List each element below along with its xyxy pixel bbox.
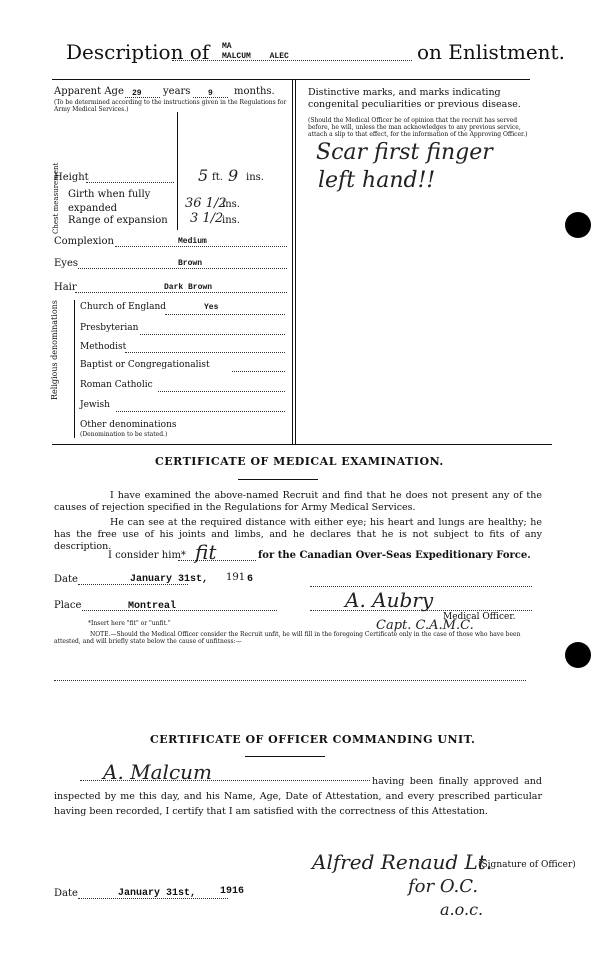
height-ft: 5 xyxy=(198,166,209,185)
medical-nota: NOTE.—Should the Medical Officer consider the Recruit unfit, he will fill in the foregoing Certificate only in the case of those who have been attested, and will briefly state below the cause of unfitness:— xyxy=(54,631,521,645)
ins-label: ins. xyxy=(246,172,264,183)
girth-value: 36 1/2 xyxy=(185,196,227,211)
religion-value: Yes xyxy=(204,303,219,312)
months-label: months. xyxy=(234,86,275,97)
year-suffix: 6 xyxy=(247,574,254,585)
age-months: 9 xyxy=(208,89,213,98)
range-label: Range of expansion xyxy=(68,215,168,226)
religion-row: Other denominations xyxy=(80,420,177,430)
eyes-value: Brown xyxy=(178,259,203,268)
chest-label: Chest measurement xyxy=(52,162,60,234)
officer-initials: a.o.c. xyxy=(440,900,484,919)
height-in: 9 xyxy=(228,166,239,185)
title-left: Description of xyxy=(66,40,210,64)
marks-note: (Should the Medical Officer be of opinion that the recruit has served before, he will, unless the man acknowledges to any previous service, attach a slip to that effect, for the information of the Approving Officer.) xyxy=(308,117,528,138)
range-unit: ins. xyxy=(222,215,240,226)
fitness-value: fit xyxy=(195,540,217,564)
hair-label: Hair xyxy=(54,282,77,293)
range-value: 3 1/2 xyxy=(190,211,224,226)
name-stamp-top: MA xyxy=(222,42,232,51)
insert-note: *Insert here "fit" or "unfit." xyxy=(88,620,171,627)
medical-para-1: I have examined the above-named Recruit and find that he does not present any of the causes of rejection specified in the Regulations for Army Medical Services. xyxy=(54,490,542,513)
other-note: (Denomination to be stated.) xyxy=(80,431,168,438)
medical-officer-label: Medical Officer. xyxy=(443,612,516,622)
religion-row: Roman Catholic xyxy=(80,380,153,390)
punch-hole xyxy=(565,642,591,668)
year-prefix: 191 xyxy=(226,572,246,583)
religion-row: Baptist or Congregationalist xyxy=(80,360,210,370)
age-years: 29 xyxy=(132,89,142,98)
title-right: on Enlistment. xyxy=(417,40,565,64)
marks-line-1: Scar first finger xyxy=(316,140,493,165)
medical-certificate-title: CERTIFICATE OF MEDICAL EXAMINATION. xyxy=(155,455,444,468)
for-oc: for O.C. xyxy=(408,876,479,897)
officer-certificate-title: CERTIFICATE OF OFFICER COMMANDING UNIT. xyxy=(150,733,476,746)
girth-label: Girth when fully expanded xyxy=(68,189,151,214)
complexion-label: Complexion xyxy=(54,236,114,247)
age-label: Apparent Age xyxy=(54,86,124,97)
religion-row: Church of England xyxy=(80,302,167,312)
recruit-name-stamp: MALCUM ALEC xyxy=(222,52,289,61)
marks-line-2: left hand!! xyxy=(318,168,436,193)
eyes-label: Eyes xyxy=(54,258,78,269)
medical-officer-signature: A. Aubry xyxy=(345,588,434,612)
place-label: Place xyxy=(54,600,82,611)
medical-place: Montreal xyxy=(128,601,177,612)
religion-label: Religious denominations xyxy=(50,300,59,400)
medical-date: January 31st, xyxy=(130,574,209,585)
ft-label: ft. xyxy=(212,172,223,183)
age-note: (To be determined according to the instructions given in the Regulations for Army Medical Services.) xyxy=(54,99,287,113)
recruit-signature: A. Malcum xyxy=(103,760,213,784)
hair-value: Dark Brown xyxy=(164,283,213,292)
punch-hole xyxy=(565,212,591,238)
consider-tail: for the Canadian Over-Seas Expeditionary Force. xyxy=(258,550,531,561)
medical-officer-rank: Capt. C.A.M.C. xyxy=(376,618,474,633)
officer-para: having been finally approved and inspected by me this day, and his Name, Age, Date of Attestation, and every prescribed particular having been recorded, I certify that I am satisfied with the correctness of this Attestation. xyxy=(54,776,542,817)
religion-row: Methodist xyxy=(80,342,127,352)
date-label: Date xyxy=(54,574,78,585)
signature-label: (Signature of Officer) xyxy=(478,860,576,870)
marks-heading: Distinctive marks, and marks indicating congenital peculiarities or previous disease. xyxy=(308,87,521,110)
consider-label: I consider him* xyxy=(108,550,186,561)
years-label: years xyxy=(163,86,191,97)
religion-row: Jewish xyxy=(80,400,110,410)
religion-row: Presbyterian xyxy=(80,323,139,333)
height-label: Height xyxy=(54,172,89,183)
officer-year: 1916 xyxy=(220,886,245,897)
medical-para-2: He can see at the required distance with either eye; his heart and lungs are healthy; he has the free use of his joints and limbs, and he declares that he is not subject to fits of any description. xyxy=(54,517,542,552)
officer-date-label: Date xyxy=(54,888,78,899)
complexion-value: Medium xyxy=(178,237,207,246)
girth-unit: ins. xyxy=(222,199,240,210)
officer-date: January 31st, xyxy=(118,888,197,899)
officer-signature: Alfred Renaud Lt. xyxy=(312,850,493,874)
